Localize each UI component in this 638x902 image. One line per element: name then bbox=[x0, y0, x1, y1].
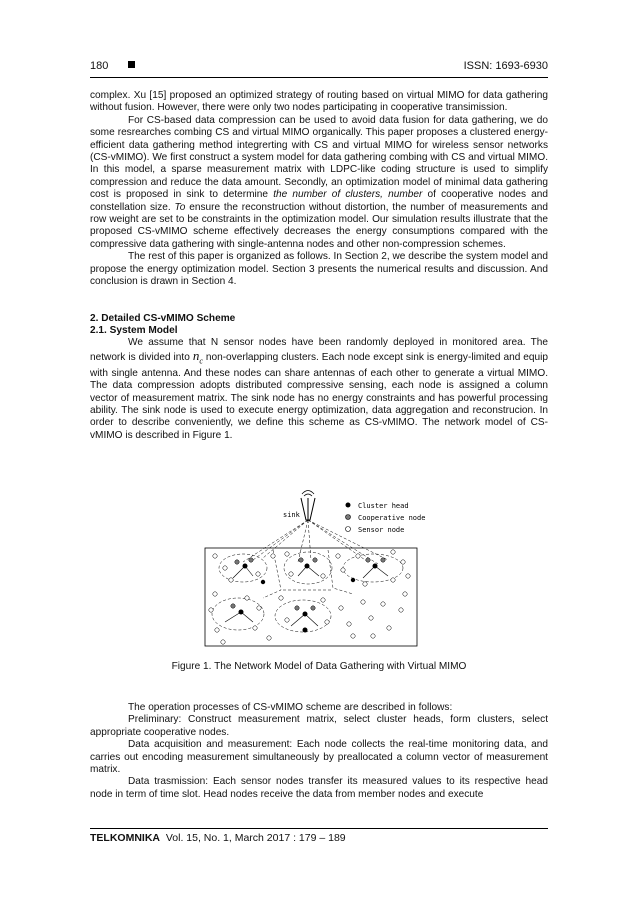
math-variable: $n_c$ bbox=[192, 347, 203, 366]
body-text bbox=[90, 90, 548, 442]
legend-sensor-icon bbox=[346, 527, 351, 532]
issn: ISSN: 1693-6930 bbox=[463, 60, 548, 72]
legend-cooperative: Cooperative node bbox=[358, 514, 426, 522]
paragraph: We assume that N sensor nodes have been randomly deployed in monitored area. The network is divided into $n_c$ non-overlapping clusters. Each node except sink is energy-limited and equip with single antenna. And these nodes can share antennas of each other to generate a virtual MIMO. The data compression adopts distributed compressive sensing, each node is assigned a column vector of measurement matrix. The sink node has no energy constraints and has powerful processing ability. The sink node is used to execute energy optimization, data aggregation and reconstrucion. In order to describe conveniently, we define this scheme as CS-vMIMO. The network model of CS-vMIMO is described in Figure 1. bbox=[90, 337, 548, 441]
sink-label: sink bbox=[283, 511, 300, 519]
paragraph: The operation processes of CS-vMIMO scheme are described in follows: bbox=[128, 702, 453, 713]
body-text-continued bbox=[90, 702, 548, 801]
network-figure bbox=[203, 490, 433, 650]
page-header bbox=[90, 60, 548, 74]
paragraph: The rest of this paper is organized as follows. In Section 2, we describe the system model and propose the energy optimization model. Section 3 presents the numerical results and discussion. And conclusion is drawn in Section 4. bbox=[90, 251, 548, 288]
legend-head-icon bbox=[346, 503, 351, 508]
legend-sensor: Sensor node bbox=[358, 526, 405, 534]
legend-coop-icon bbox=[346, 515, 351, 520]
citation: Vol. 15, No. 1, March 2017 : 179 – 189 bbox=[165, 832, 346, 844]
paragraph: For CS-based data compression can be used to avoid data fusion for data gathering, we do some resrearches combing CS and virtual MIMO organically. This paper proposes a clustered energy-efficient data gathering method integrerting with CS and virtual MIMO for wireless sensor networks (CS-vMIMO). We first construct a system model for data gathering combing with CS and virtual MIMO. In this model, a sparse measurement matrix with LDPC-like coding structure is used to simplify compression and reduce the data amount. Secondly, an optimization model of minimal data gathering cost is proposed in sink to determine the number of clusters, number of cooperative nodes and constellation size. To ensure the reconstruction without distortion, the number of measurements and row weight are set to be constraints in the optimization model. Our simulation results illustrate that the proposed CS-vMIMO scheme effectively decreases the energy consumptions compared with the compressive data gathering with single-antenna nodes and other non-compression schemes. bbox=[90, 114, 548, 250]
paragraph: complex. Xu [15] proposed an optimized strategy of routing based on virtual MIMO for data gathering without fusion. However, there were only two nodes participating in cooperative transimission. bbox=[90, 90, 548, 114]
legend-cluster-head: Cluster head bbox=[358, 502, 409, 510]
footer-rule bbox=[90, 828, 548, 829]
subsection-heading: 2.1. System Model bbox=[90, 324, 178, 336]
square-bullet-icon bbox=[128, 61, 135, 68]
page-footer bbox=[90, 832, 346, 844]
paragraph: Data acquisition and measurement: Each node collects the real-time monitoring data, and carries out encoding measurement simultaneously by preallocated a column vector of measurement matrix. bbox=[90, 739, 548, 776]
paragraph: Preliminary: Construct measurement matrix, select cluster heads, form clusters, select appropriate cooperative nodes. bbox=[90, 714, 548, 738]
header-rule bbox=[90, 77, 548, 78]
antenna-icon bbox=[301, 491, 315, 521]
figure-caption: Figure 1. The Network Model of Data Gathering with Virtual MIMO bbox=[171, 661, 467, 672]
section-heading: 2. Detailed CS-vMIMO Scheme bbox=[90, 312, 236, 324]
page-number: 180 bbox=[90, 60, 109, 72]
journal-name: TELKOMNIKA bbox=[90, 832, 160, 844]
paragraph: Data trasmission: Each sensor nodes transfer its measured values to its respective head node in term of time slot. Head nodes receive the data from member nodes and execute bbox=[90, 776, 548, 800]
